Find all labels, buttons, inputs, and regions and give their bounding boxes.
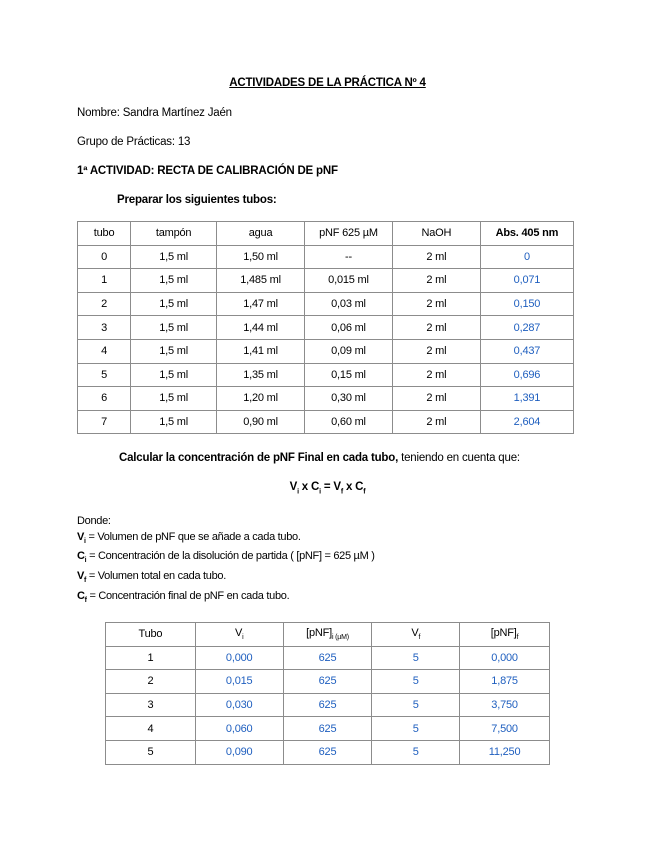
cell-abs: 0 <box>480 245 573 269</box>
cell-tampon: 1,5 ml <box>131 245 217 269</box>
cell-vi: 0,015 <box>195 670 283 694</box>
def-symbol: V <box>77 530 85 543</box>
cell-pnf-f: 0,000 <box>460 646 550 670</box>
cell-naoh: 2 ml <box>392 269 480 293</box>
def-text: = Concentración final de pNF en cada tubo. <box>86 589 290 602</box>
header-tubo: Tubo <box>106 623 196 647</box>
calculate-instruction <box>119 452 520 464</box>
cell-tubo: 3 <box>78 316 131 340</box>
cell-agua: 1,50 ml <box>217 245 305 269</box>
cell-pnf-i: 625 <box>283 670 372 694</box>
activity-heading: 1ª ACTIVIDAD: RECTA DE CALIBRACIÓN DE pNF <box>77 165 338 177</box>
header-text: [pNF] <box>490 627 517 640</box>
cell-vf: 5 <box>372 717 460 741</box>
formula-sub: f <box>363 488 366 496</box>
table-row <box>78 316 574 340</box>
header-vi <box>195 623 283 647</box>
cell-agua: 1,44 ml <box>217 316 305 340</box>
cell-vf: 5 <box>372 740 460 764</box>
practice-group: Grupo de Prácticas: 13 <box>77 136 191 148</box>
cell-tubo: 1 <box>106 646 196 670</box>
formula-part: = V <box>320 481 341 493</box>
cell-tubo: 2 <box>106 670 196 694</box>
cell-agua: 1,35 ml <box>217 363 305 387</box>
cell-tampon: 1,5 ml <box>131 410 217 434</box>
table-row <box>106 740 550 764</box>
header-agua: agua <box>217 222 305 246</box>
cell-naoh: 2 ml <box>392 316 480 340</box>
cell-vi: 0,030 <box>195 693 283 717</box>
cell-tubo: 5 <box>78 363 131 387</box>
cell-pnf: 0,09 ml <box>305 339 393 363</box>
table-row <box>78 245 574 269</box>
table-row <box>78 339 574 363</box>
header-tampon: tampón <box>131 222 217 246</box>
cell-vi: 0,060 <box>195 717 283 741</box>
student-name: Nombre: Sandra Martínez Jaén <box>77 107 232 119</box>
header-pnf-i <box>283 623 372 647</box>
cell-abs: 0,150 <box>480 292 573 316</box>
def-sub: i <box>84 557 87 565</box>
definition-item <box>77 530 375 550</box>
definition-item <box>77 569 375 589</box>
cell-abs: 0,696 <box>480 363 573 387</box>
cell-agua: 1,20 ml <box>217 387 305 411</box>
cell-pnf-f: 7,500 <box>460 717 550 741</box>
table-row <box>106 717 550 741</box>
page-title: ACTIVIDADES DE LA PRÁCTICA Nº 4 <box>229 77 426 89</box>
table-row <box>78 387 574 411</box>
cell-pnf-i: 625 <box>283 740 372 764</box>
cell-pnf-f: 11,250 <box>460 740 550 764</box>
cell-abs: 0,071 <box>480 269 573 293</box>
header-pnf: pNF 625 µM <box>305 222 393 246</box>
cell-pnf-i: 625 <box>283 693 372 717</box>
cell-pnf-f: 3,750 <box>460 693 550 717</box>
table-row <box>78 410 574 434</box>
formula-sub: i <box>319 488 321 496</box>
cell-tubo: 2 <box>78 292 131 316</box>
cell-naoh: 2 ml <box>392 410 480 434</box>
formula-part: x C <box>298 481 320 493</box>
cell-agua: 0,90 ml <box>217 410 305 434</box>
cell-pnf: 0,06 ml <box>305 316 393 340</box>
table-row <box>106 646 550 670</box>
cell-vi: 0,090 <box>195 740 283 764</box>
formula-part: V <box>289 481 298 493</box>
calculate-normal: teniendo en cuenta que: <box>398 452 520 464</box>
header-sub: i <box>242 634 244 642</box>
cell-tampon: 1,5 ml <box>131 269 217 293</box>
header-sub: f <box>516 634 519 642</box>
header-abs: Abs. 405 nm <box>480 222 573 246</box>
cell-pnf-i: 625 <box>283 646 372 670</box>
formula-sub: i <box>297 488 299 496</box>
cell-naoh: 2 ml <box>392 292 480 316</box>
cell-agua: 1,485 ml <box>217 269 305 293</box>
cell-naoh: 2 ml <box>392 245 480 269</box>
cell-agua: 1,47 ml <box>217 292 305 316</box>
def-symbol: C <box>77 550 85 563</box>
header-tubo: tubo <box>78 222 131 246</box>
cell-pnf: -- <box>305 245 393 269</box>
cell-tubo: 1 <box>78 269 131 293</box>
cell-pnf: 0,60 ml <box>305 410 393 434</box>
cell-tubo: 6 <box>78 387 131 411</box>
calibration-table <box>77 221 574 434</box>
header-sub: f <box>418 634 421 642</box>
def-sub: i <box>84 537 86 545</box>
cell-pnf: 0,03 ml <box>305 292 393 316</box>
cell-vi: 0,000 <box>195 646 283 670</box>
definition-item <box>77 549 375 569</box>
cell-vf: 5 <box>372 693 460 717</box>
cell-abs: 0,437 <box>480 339 573 363</box>
calculate-bold: Calcular la concentración de pNF Final en cada tubo, <box>119 452 399 464</box>
table-header-row <box>106 623 550 647</box>
table-row <box>78 363 574 387</box>
cell-naoh: 2 ml <box>392 339 480 363</box>
cell-tubo: 0 <box>78 245 131 269</box>
def-symbol: V <box>77 569 85 582</box>
cell-tampon: 1,5 ml <box>131 387 217 411</box>
cell-agua: 1,41 ml <box>217 339 305 363</box>
table-row <box>106 693 550 717</box>
def-text: = Concentración de la disolución de partida ( [pNF] = 625 µM ) <box>86 550 375 563</box>
cell-abs: 0,287 <box>480 316 573 340</box>
definitions-block <box>77 514 375 608</box>
header-naoh: NaOH <box>392 222 480 246</box>
table-row <box>78 269 574 293</box>
def-text: = Volumen de pNF que se añade a cada tubo. <box>85 530 301 543</box>
table-header-row <box>78 222 574 246</box>
header-text: V <box>411 627 419 640</box>
cell-pnf: 0,30 ml <box>305 387 393 411</box>
definition-item <box>77 589 375 609</box>
formula-part: x C <box>342 481 364 493</box>
def-sub: f <box>84 596 87 604</box>
cell-tampon: 1,5 ml <box>131 363 217 387</box>
def-symbol: C <box>77 589 85 602</box>
cell-naoh: 2 ml <box>392 363 480 387</box>
cell-pnf-f: 1,875 <box>460 670 550 694</box>
cell-abs: 2,604 <box>480 410 573 434</box>
formula-sub: f <box>340 488 343 496</box>
cell-pnf: 0,15 ml <box>305 363 393 387</box>
cell-tampon: 1,5 ml <box>131 292 217 316</box>
header-text: [pNF] <box>306 627 333 640</box>
header-text: V <box>234 627 243 640</box>
prepare-instruction: Preparar los siguientes tubos: <box>117 194 277 206</box>
cell-tubo: 4 <box>106 717 196 741</box>
def-sub: f <box>84 577 87 585</box>
table-row <box>78 292 574 316</box>
cell-tubo: 4 <box>78 339 131 363</box>
donde-label: Donde: <box>77 515 111 527</box>
cell-pnf: 0,015 ml <box>305 269 393 293</box>
cell-tubo: 5 <box>106 740 196 764</box>
cell-vf: 5 <box>372 646 460 670</box>
concentration-table <box>105 622 550 765</box>
header-vf <box>372 623 460 647</box>
cell-tampon: 1,5 ml <box>131 339 217 363</box>
header-pnf-f <box>460 623 550 647</box>
dilution-formula <box>0 481 655 495</box>
cell-pnf-i: 625 <box>283 717 372 741</box>
cell-naoh: 2 ml <box>392 387 480 411</box>
cell-tubo: 7 <box>78 410 131 434</box>
cell-tampon: 1,5 ml <box>131 316 217 340</box>
cell-vf: 5 <box>372 670 460 694</box>
cell-tubo: 3 <box>106 693 196 717</box>
table-row <box>106 670 550 694</box>
header-sub: i (µM) <box>332 634 349 642</box>
cell-abs: 1,391 <box>480 387 573 411</box>
def-text: = Volumen total en cada tubo. <box>86 569 226 582</box>
